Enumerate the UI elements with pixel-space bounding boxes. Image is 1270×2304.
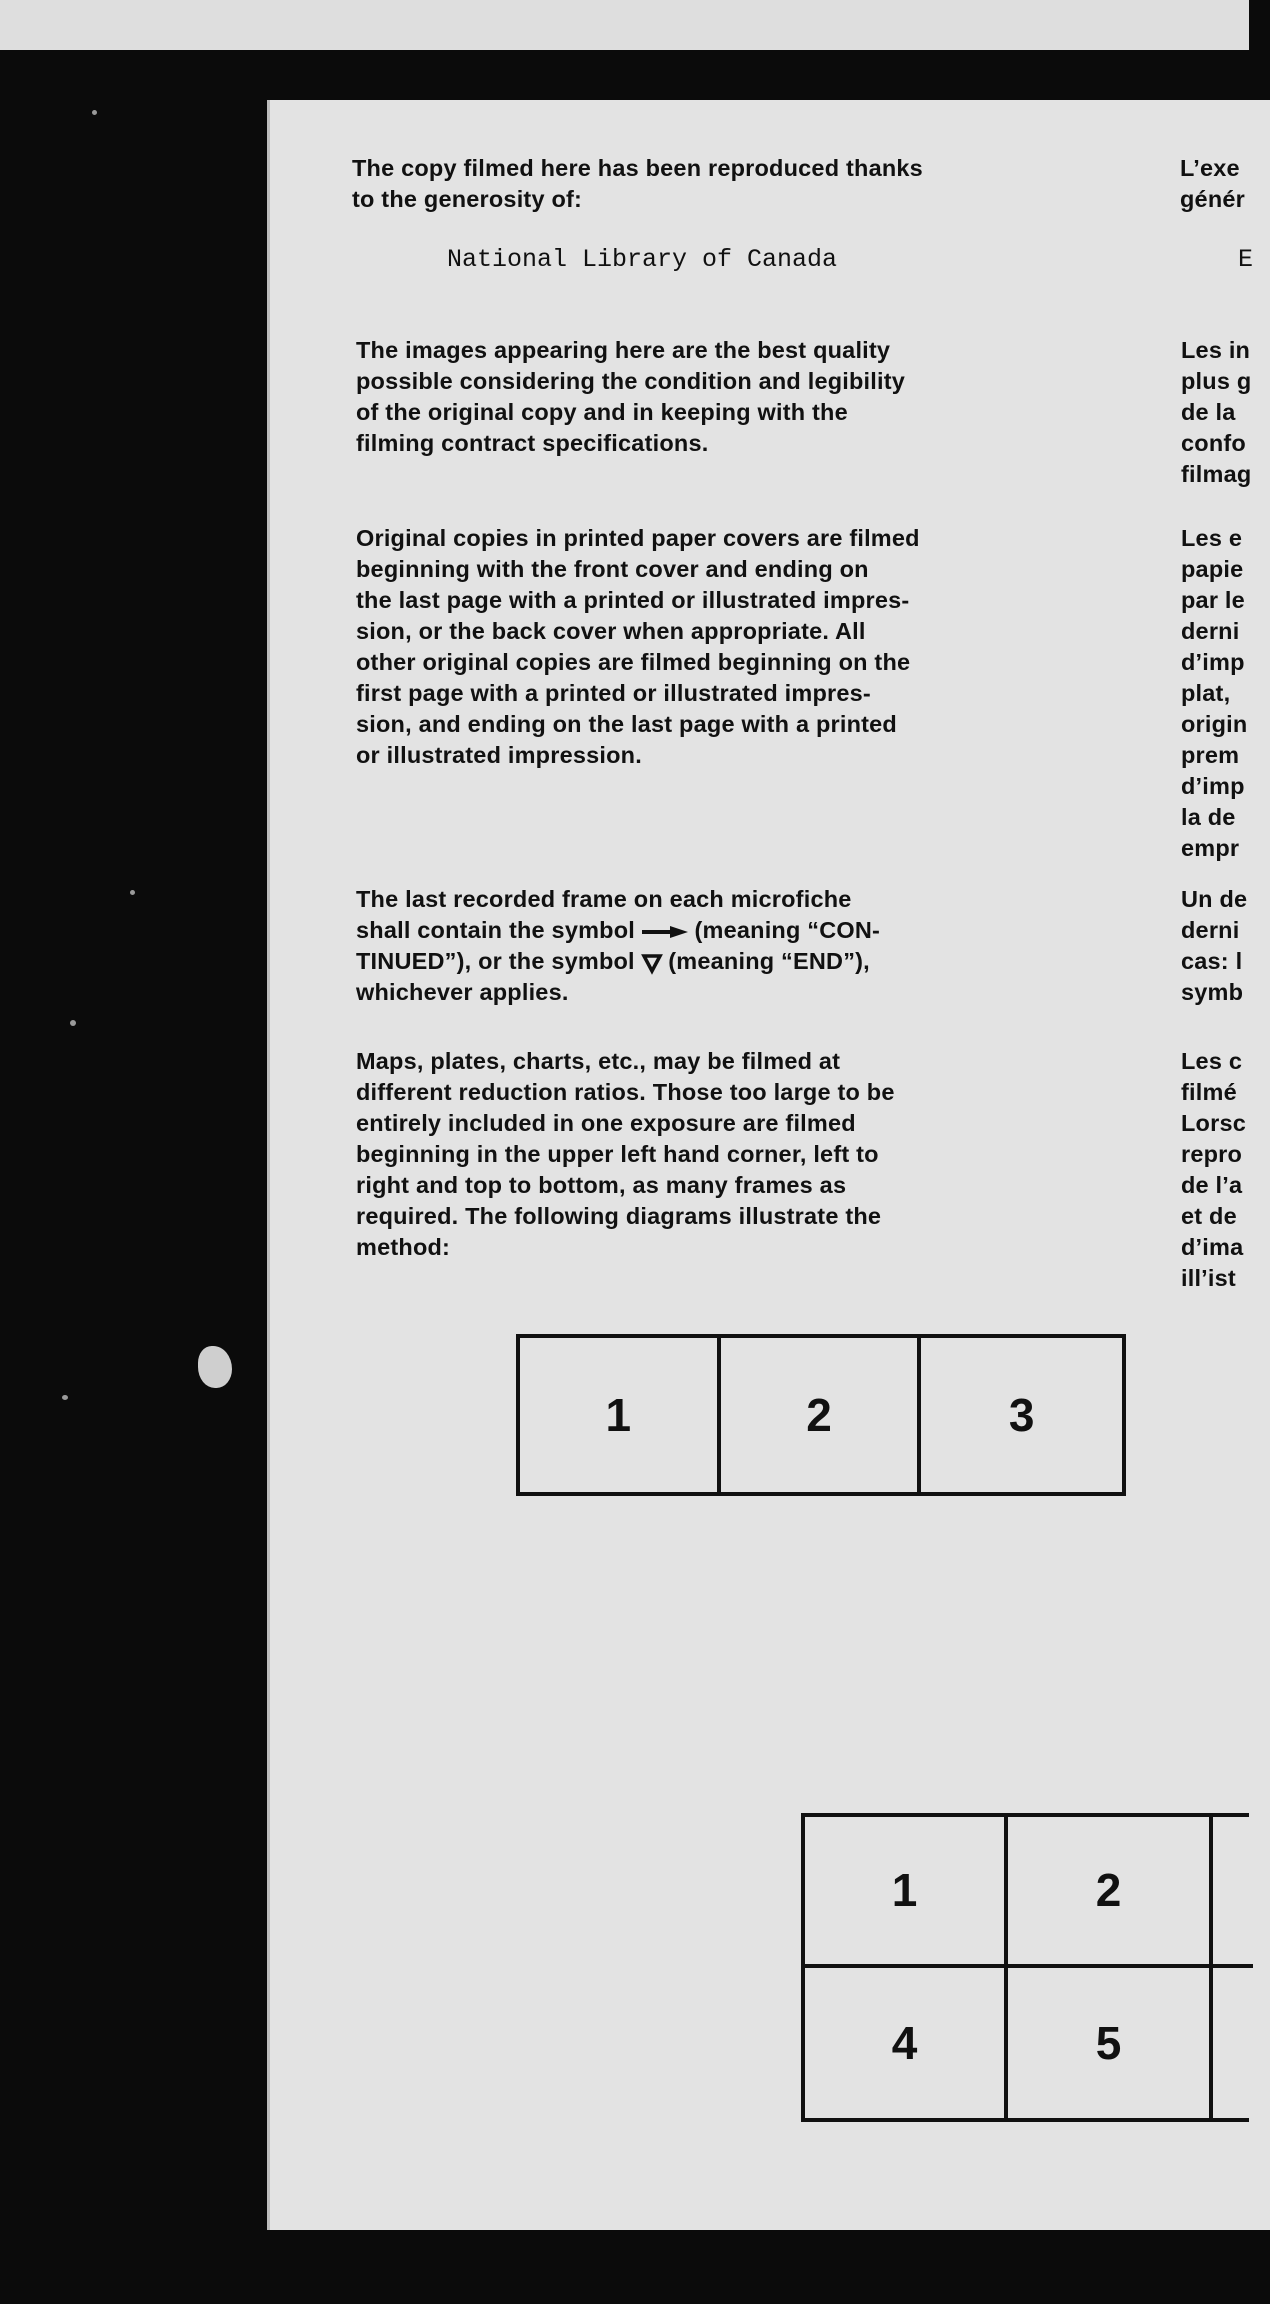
frame-symbols-text: The last recorded frame on each microfiche shall contain the symbol (meaning “CON- TINUED”), or the symbol (meaning “END”), whichever applies. (356, 886, 881, 1005)
frame-cell (1213, 1968, 1253, 2119)
film-speck (92, 110, 97, 115)
film-speck (62, 1395, 68, 1400)
frame-cell: 4 (805, 1968, 1008, 2119)
image-quality-text: The images appearing here are the best quality possible considering the condition and legibility of the original copy and in keeping with the filming contract specifications. (356, 337, 906, 456)
frame-cell: 2 (1008, 1817, 1213, 1968)
french-quality-text: Les in plus g de la confo filmag (1181, 337, 1252, 487)
french-covers-text: Les e papie par le derni d’imp plat, origin prem d’imp la de empr (1181, 525, 1248, 861)
acknowledgement-text: The copy filmed here has been reproduced thanks to the generosity of: (352, 155, 923, 212)
frame-grid-diagram (801, 1813, 1249, 2122)
original-copies-text: Original copies in printed paper covers are filmed beginning with the front cover and ending on the last page with a printed or illustrated impres- sion, or the back cover when appropriate. All other original copies are filmed beginning on the first page with a printed or illustrated impres- sion, and ending on the last page with a printed or illustrated impression. (356, 525, 920, 768)
frame-cell: 1 (805, 1817, 1008, 1968)
frame-sequence-diagram (516, 1334, 1126, 1496)
film-speck (70, 1020, 76, 1026)
french-intro-text: L’exe génér (1180, 155, 1245, 212)
frame-cell: 1 (520, 1338, 721, 1492)
french-maps-text: Les c filmé Lorsc repro de l’a et de d’ima ill’ist (1181, 1048, 1246, 1291)
arrow-icon (642, 925, 688, 939)
frame-cell: 5 (1008, 1968, 1213, 2119)
frame-cell: 2 (721, 1338, 922, 1492)
frame-cell (1213, 1817, 1253, 1968)
film-speck (130, 890, 135, 895)
maps-plates-text: Maps, plates, charts, etc., may be filmed at different reduction ratios. Those too large to be entirely included in one exposure are filmed beginning in the upper left hand corner, left to right and top to bottom, as many frames as required. The following diagrams illustrate the method: (356, 1048, 895, 1260)
french-symbols-text: Un de derni cas: l symb (1181, 886, 1248, 1005)
triangle-down-icon (642, 953, 662, 973)
french-institution-fragment: E (1238, 245, 1254, 274)
film-speck (198, 1346, 232, 1388)
film-top-edge (0, 0, 1249, 50)
institution-name: National Library of Canada (447, 245, 838, 274)
frame-cell: 3 (1008, 1389, 1035, 1441)
